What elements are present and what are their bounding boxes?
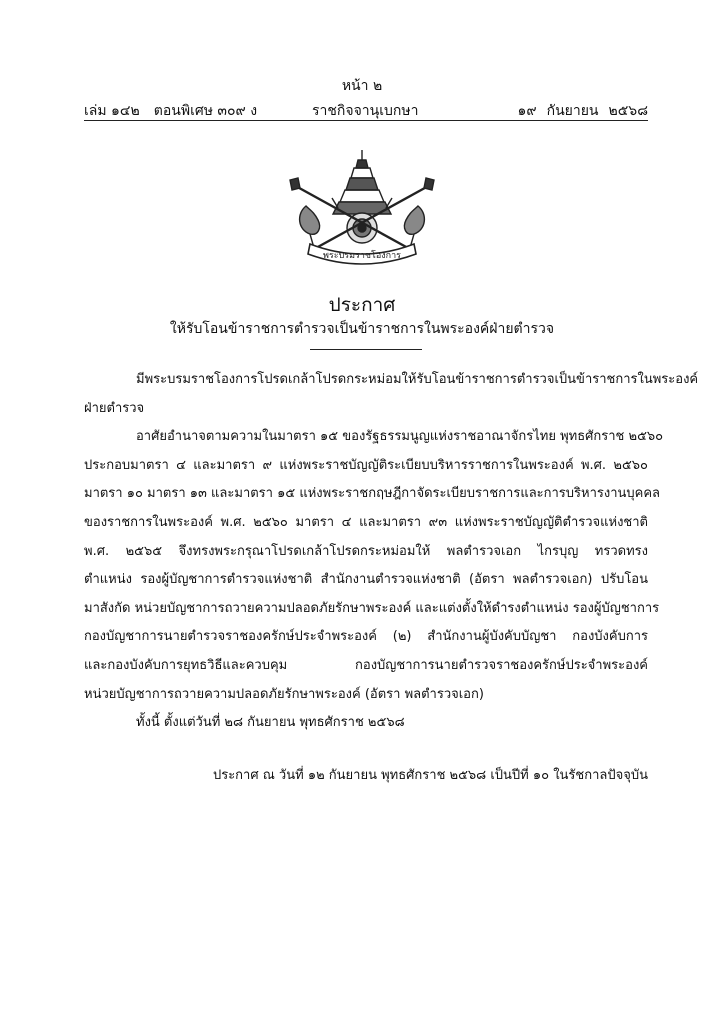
header-date [507, 100, 648, 122]
date-month: กันยายน [546, 103, 599, 119]
emblem-ribbon-text: พระบรมราชโองการ [322, 251, 402, 261]
paragraph-1-line-1: มีพระบรมราชโองการโปรดเกล้าโปรดกระหม่อมให้รับโอนข้าราชการตำรวจเป็นข้าราชการในพระองค์ [136, 372, 699, 387]
paragraph-2-line-8: กองบัญชาการนายตำรวจราชองครักษ์ประจำพระองค์ (๒) สำนักงานผู้บังคับบัญชา กองบังคับการ [84, 629, 648, 645]
paragraph-2-line-3: มาตรา ๑๐ มาตรา ๑๓ และมาตรา ๑๕ แห่งพระราชกฤษฎีกาจัดระเบียบราชการและการบริหารงานบุคคล [84, 486, 661, 502]
paragraph-2-line-10: หน่วยบัญชาการถวายความปลอดภัยรักษาพระองค์ (อัตรา พลตำรวจเอก) [84, 686, 484, 702]
section-label: ตอนพิเศษ ๓๐๙ ง [153, 103, 258, 119]
paragraph-2-line-9: และกองบังคับการยุทธวิธีและควบคุม กองบัญชาการนายตำรวจราชองครักษ์ประจำพระองค์ [84, 657, 648, 673]
paragraph-2-line-4: ของราชการในพระองค์ พ.ศ. ๒๕๖๐ มาตรา ๔ และมาตรา ๙๓ แห่งพระราชบัญญัติตำรวจแห่งชาติ [84, 514, 648, 530]
volume-label: เล่ม ๑๔๒ [84, 103, 140, 119]
paragraph-2-line-7: มาสังกัด หน่วยบัญชาการถวายความปลอดภัยรักษาพระองค์ และแต่งตั้งให้ดำรงตำแหน่ง รองผู้บัญชาการ [84, 600, 660, 616]
paragraph-2-line-5: พ.ศ. ๒๕๖๕ จึงทรงพระกรุณาโปรดเกล้าโปรดกระหม่อมให้ พลตำรวจเอก ไกรบุญ ทรวดทรง [84, 543, 648, 559]
document-body [84, 366, 699, 738]
paragraph-3-line-1: ทั้งนี้ ตั้งแต่วันที่ ๒๘ กันยายน พุทธศักราช ๒๕๖๘ [136, 715, 405, 731]
date-year: ๒๕๖๘ [608, 103, 648, 119]
paragraph-2-line-2: ประกอบมาตรา ๔ และมาตรา ๙ แห่งพระราชบัญญัติระเบียบบริหารราชการในพระองค์ พ.ศ. ๒๕๖๐ [84, 457, 648, 473]
header-left [84, 100, 271, 122]
date-day: ๑๙ [517, 103, 537, 119]
gazette-name: ราชกิจจานุเบกษา [312, 103, 419, 119]
royal-emblem-icon [288, 148, 436, 266]
header-rule [84, 120, 648, 121]
paragraph-1-line-2: ฝ่ายตำรวจ [84, 400, 145, 416]
paragraph-2-line-1: อาศัยอำนาจตามความในมาตรา ๑๕ ของรัฐธรรมนูญแห่งราชอาณาจักรไทย พุทธศักราช ๒๕๖๐ [136, 429, 664, 445]
title-rule [310, 349, 422, 350]
signature-line: ประกาศ ณ วันที่ ๑๒ กันยายน พุทธศักราช ๒๕๖๘ เป็นปีที่ ๑๐ ในรัชกาลปัจจุบัน [212, 768, 648, 783]
gazette-header [84, 100, 648, 118]
page-number: หน้า ๒ [341, 78, 383, 94]
paragraph-2-line-6: ตำแหน่ง รองผู้บัญชาการตำรวจแห่งชาติ สำนักงานตำรวจแห่งชาติ (อัตรา พลตำรวจเอก) ปรับโอน [84, 572, 648, 588]
page-title: ประกาศ [328, 294, 396, 316]
page-subtitle: ให้รับโอนข้าราชการตำรวจเป็นข้าราชการในพระองค์ฝ่ายตำรวจ [169, 321, 555, 337]
